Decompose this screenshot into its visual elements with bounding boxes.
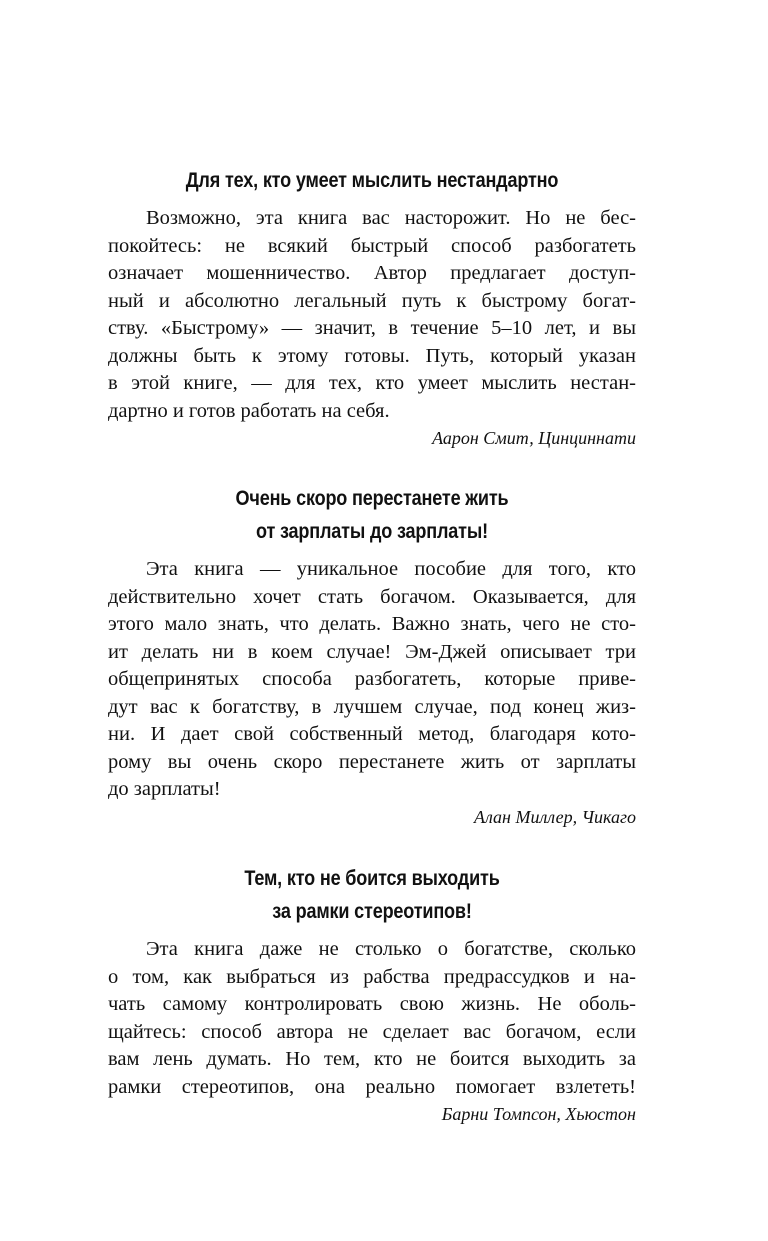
body-line: до зарплаты! bbox=[108, 778, 221, 800]
body-line: о том, как выбраться из рабства предрассудков и на- bbox=[108, 965, 636, 988]
body-line: ни. И дает свой собственный метод, благодаря кото- bbox=[108, 723, 636, 745]
review-body bbox=[108, 936, 636, 1101]
body-line: означает мошенничество. Автор предлагает доступ- bbox=[108, 262, 636, 284]
body-line: дартно и готов работать на себя. bbox=[108, 399, 390, 422]
review-3 bbox=[108, 862, 636, 1127]
body-line: ству. «Быстрому» — значит, в течение 5–10 лет, и вы bbox=[108, 317, 636, 339]
review-2 bbox=[108, 482, 636, 830]
heading-line: от зарплаты до зарплаты! bbox=[256, 520, 488, 543]
body-line: в этой книге, — для тех, кто умеет мыслить нестан- bbox=[108, 372, 636, 394]
body-line: щайтесь: способ автора не сделает вас богачом, если bbox=[108, 1020, 636, 1043]
review-signature: Алан Миллер, Чикаго bbox=[473, 806, 636, 827]
body-line: общепринятых способа разбогатеть, которые приве- bbox=[108, 668, 636, 690]
heading-line: за рамки стереотипов! bbox=[272, 900, 472, 923]
review-1 bbox=[108, 164, 636, 451]
body-line: должны быть к этому готовы. Путь, который указан bbox=[108, 344, 636, 367]
review-signature: Аарон Смит, Цинциннати bbox=[432, 428, 636, 448]
review-heading bbox=[145, 482, 599, 548]
body-line: дут вас к богатству, в лучшем случае, под конец жиз- bbox=[108, 695, 636, 718]
body-line: Эта книга — уникальное пособие для того, кто bbox=[146, 558, 636, 580]
body-line: рамки стереотипов, она реально помогает взлететь! bbox=[108, 1075, 636, 1098]
body-line: Возможно, эта книга вас насторожит. Но не бес- bbox=[146, 207, 636, 229]
heading-line: Очень скоро перестанете жить bbox=[235, 487, 509, 510]
body-line: Эта книга даже не столько о богатстве, сколько bbox=[146, 938, 636, 960]
body-line: ный и абсолютно легальный путь к быстрому богат- bbox=[108, 289, 636, 312]
body-line: этого мало знать, что делать. Важно знать, чего не сто- bbox=[108, 613, 636, 635]
body-line: рому вы очень скоро перестанете жить от зарплаты bbox=[108, 750, 636, 773]
body-line: вам лень думать. Но тем, кто не боится выходить за bbox=[108, 1048, 636, 1070]
review-body bbox=[108, 205, 636, 425]
review-signature: Барни Томпсон, Хьюстон bbox=[441, 1104, 636, 1124]
review-body bbox=[108, 556, 636, 804]
review-heading bbox=[145, 862, 599, 928]
body-line: ит делать ни в коем случае! Эм-Джей описывает три bbox=[108, 640, 636, 663]
body-line: действительно хочет стать богачом. Оказывается, для bbox=[108, 585, 636, 608]
heading-line: Тем, кто не боится выходить bbox=[244, 867, 500, 890]
review-heading bbox=[145, 164, 599, 197]
heading-line: Для тех, кто умеет мыслить нестандартно bbox=[185, 169, 559, 192]
body-line: покойтесь: не всякий быстрый способ разбогатеть bbox=[108, 234, 636, 257]
body-line: чать самому контролировать свою жизнь. Не оболь- bbox=[108, 993, 636, 1015]
